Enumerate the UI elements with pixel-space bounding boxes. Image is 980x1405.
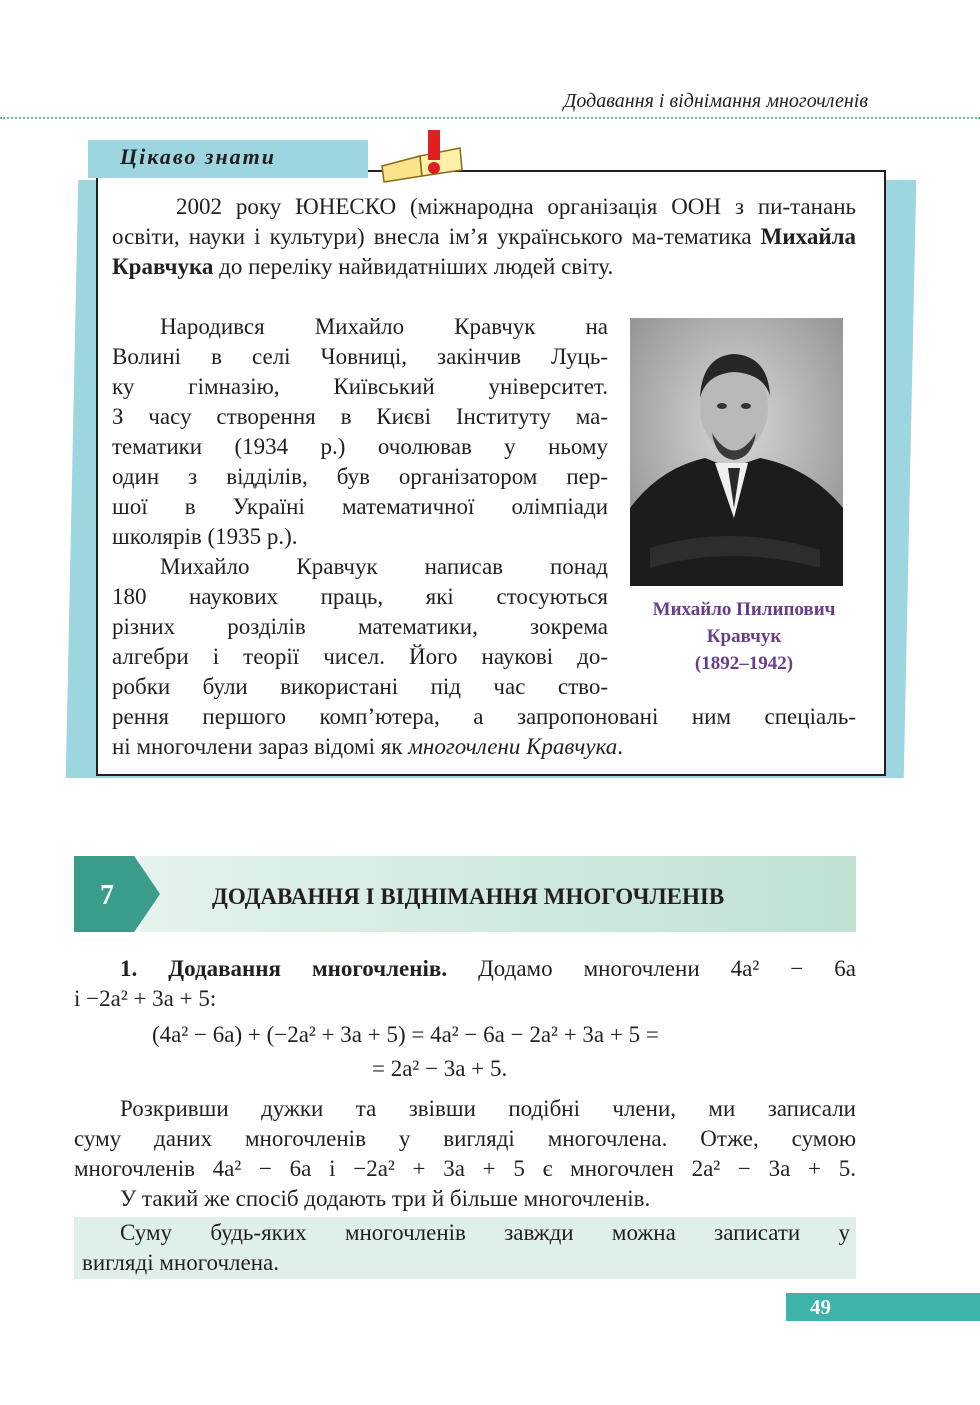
box-paragraph-1 bbox=[112, 192, 856, 282]
item-1 bbox=[74, 954, 856, 1014]
p3-line: різних розділів математики, зокрема bbox=[112, 614, 608, 639]
paragraph-line: Розкривши дужки та звівши подібні члени, ми записали bbox=[120, 1096, 856, 1121]
rule-text bbox=[82, 1218, 850, 1278]
rule-line: вигляді многочлена. bbox=[82, 1250, 279, 1275]
item-1-text-line2: і −2a² + 3a + 5: bbox=[74, 986, 217, 1011]
formula-line-2: = 2a² − 3a + 5. bbox=[372, 1056, 508, 1081]
p2-line: Народився Михайло Кравчук на bbox=[160, 314, 608, 339]
p1-name: Михайла Кравчука bbox=[112, 224, 856, 279]
section-number: 7 bbox=[100, 880, 114, 911]
box-paragraph-2 bbox=[112, 312, 608, 702]
paragraph-sum bbox=[74, 1094, 856, 1214]
box-tag-label: Цікаво знати bbox=[120, 144, 277, 169]
section-title: ДОДАВАННЯ І ВІДНІМАННЯ МНОГОЧЛЕНІВ bbox=[212, 884, 725, 909]
running-header: Додавання і віднімання многочленів bbox=[563, 90, 868, 112]
p2-line: шої в Україні математичної олімпіади bbox=[112, 494, 608, 519]
paragraph-line: суму даних многочленів у вигляді многочлена. Отже, сумою bbox=[74, 1126, 856, 1151]
kravchuk-polynomials-term: многочлени Кравчука bbox=[408, 734, 618, 759]
p3-period: . bbox=[617, 734, 624, 759]
item-1-heading: 1. Додавання многочленів. bbox=[120, 956, 448, 981]
rule-line: Суму будь-яких многочленів завжди можна записати у bbox=[120, 1220, 850, 1245]
p3-line: робки були використані під час ство- bbox=[112, 674, 608, 699]
caption-line: (1892–1942) bbox=[694, 653, 794, 674]
p3-line: Михайло Кравчук написав понад bbox=[160, 554, 608, 579]
caption-line: Михайло Пилипович bbox=[652, 599, 836, 620]
box-paragraph-3-tail bbox=[112, 702, 856, 762]
portrait-photo bbox=[630, 318, 843, 586]
p2-line: тематики (1934 р.) очолював у ньому bbox=[112, 434, 608, 459]
portrait-caption bbox=[622, 596, 866, 677]
p2-line: Волині в селі Човниці, закінчив Луць- bbox=[112, 344, 608, 369]
p2-line: школярів (1935 р.). bbox=[112, 524, 298, 549]
p2-line: ку гімназію, Київський університет. bbox=[112, 374, 608, 399]
p2-line: З часу створення в Києві Інституту ма- bbox=[112, 404, 608, 429]
caption-line: Кравчук bbox=[706, 626, 782, 647]
formula-line-1: (4a² − 6a) + (−2a² + 3a + 5) = 4a² − 6a − 2a² + 3a + 5 = bbox=[152, 1022, 659, 1047]
paragraph-line: многочленів 4a² − 6a і −2a² + 3a + 5 є многочлен 2a² − 3a + 5. bbox=[74, 1156, 856, 1181]
page-number: 49 bbox=[810, 1295, 831, 1319]
p1-text: 2002 року ЮНЕСКО (міжнародна організація ООН з пи-танань освіти, науки і культури) внесла ім’я українського ма-тематика bbox=[112, 194, 856, 249]
header-divider bbox=[0, 117, 980, 119]
p2-line: один з відділів, був організатором пер- bbox=[112, 464, 608, 489]
p3-line: ні многочлени зараз відомі як bbox=[112, 734, 409, 759]
p1-text-end: до переліку найвидатніших людей світу. bbox=[213, 254, 614, 279]
item-1-text: Додамо многочлени 4a² − 6a bbox=[478, 956, 857, 981]
page-number-tab bbox=[786, 1293, 980, 1321]
p3-line: 180 наукових праць, які стосуються bbox=[112, 584, 608, 609]
paragraph-line: У такий же спосіб додають три й більше многочленів. bbox=[120, 1186, 651, 1211]
p3-line: рення першого комп’ютера, а запропоновані ним спеціаль- bbox=[112, 704, 856, 729]
open-book-icon bbox=[376, 126, 468, 186]
p3-line: алгебри і теорії чисел. Його наукові до- bbox=[112, 644, 608, 669]
